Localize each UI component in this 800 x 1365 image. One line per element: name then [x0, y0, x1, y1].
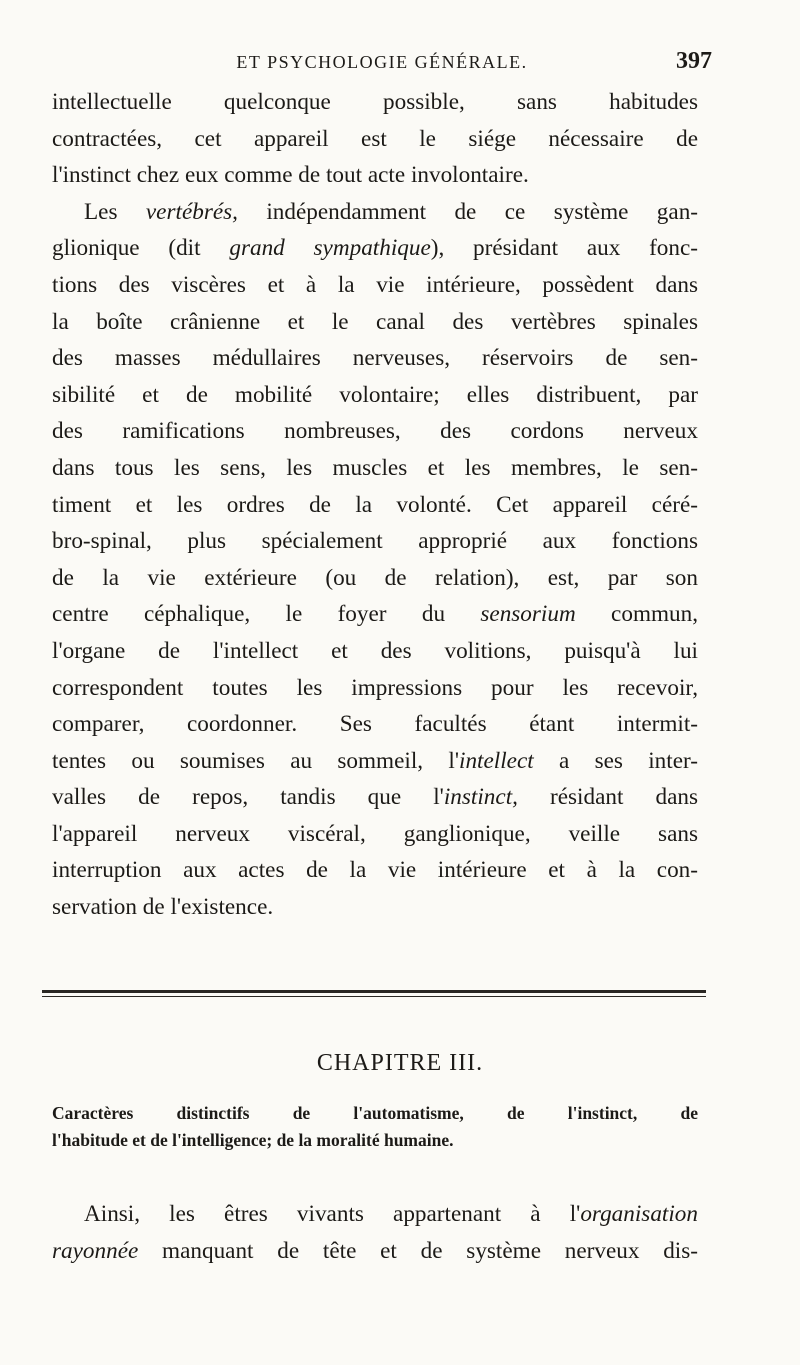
running-head — [52, 48, 712, 78]
text-line: des masses médullaires nerveuses, réservoirs de sen- — [52, 345, 698, 372]
text-line — [52, 230, 698, 267]
text-run: Les — [84, 198, 146, 225]
text-line: contractées, cet appareil est le siége nécessaire de — [52, 125, 698, 152]
chapter-subtitle — [52, 1100, 698, 1154]
text-line: sibilité et de mobilité volontaire; elles distribuent, par — [52, 381, 698, 408]
text-line — [52, 194, 698, 231]
text-line: des ramifications nombreuses, des cordons nerveux — [52, 418, 698, 445]
main-text — [52, 84, 698, 926]
text-line — [52, 743, 698, 780]
text-line: servation de l'existence. — [52, 894, 274, 921]
text-line: interruption aux actes de la vie intérieure et à la con- — [52, 857, 698, 884]
chapter-text — [52, 1196, 698, 1269]
text-line: intellectuelle quelconque possible, sans habitudes — [52, 89, 698, 115]
italic-term: organisation — [580, 1201, 698, 1227]
italic-term: grand sympathique — [229, 235, 431, 262]
text-line: de la vie extérieure (ou de relation), est, par son — [52, 564, 698, 591]
text-run: tentes ou soumises au sommeil, l' — [52, 747, 459, 774]
text-run: a ses inter- — [533, 747, 698, 774]
text-line — [52, 596, 698, 633]
text-run: valles de repos, tandis que l' — [52, 784, 444, 811]
text-line: l'appareil nerveux viscéral, ganglionique, veille sans — [52, 820, 698, 847]
section-divider — [42, 990, 706, 997]
divider-thick-rule — [42, 990, 706, 993]
text-run: résidant dans — [517, 784, 698, 811]
italic-term: vertébrés, — [145, 198, 238, 225]
chapter-title: CHAPITRE III. — [316, 1050, 484, 1076]
text-line: l'organe de l'intellect et des volitions, puisqu'à lui — [52, 637, 698, 664]
subtitle-line: l'habitude et de l'intelligence; de la moralité humaine. — [52, 1130, 454, 1150]
text-line — [52, 779, 698, 816]
page-number: 397 — [676, 48, 712, 74]
divider-thin-rule — [42, 996, 706, 997]
text-run: centre céphalique, le foyer du — [52, 601, 481, 628]
text-line: l'instinct chez eux comme de tout acte involontaire. — [52, 162, 529, 189]
text-line: bro-spinal, plus spécialement approprié aux fonctions — [52, 528, 698, 555]
italic-term: sensorium — [480, 601, 576, 628]
italic-term: intellect — [459, 747, 534, 774]
italic-term: rayonnée — [52, 1237, 139, 1264]
text-run: ), présidant aux fonc- — [430, 235, 699, 262]
text-line — [52, 1196, 698, 1233]
text-run: indépendamment de ce système gan- — [237, 198, 699, 225]
text-run: manquant de tête et de système nerveux dis- — [138, 1237, 698, 1264]
text-run: commun, — [575, 601, 698, 628]
running-head-title: ET PSYCHOLOGIE GÉNÉRALE. — [236, 52, 528, 72]
text-line: timent et les ordres de la volonté. Cet appareil céré- — [52, 491, 698, 518]
text-line: correspondent toutes les impressions pour les recevoir, — [52, 674, 698, 701]
text-line: la boîte crânienne et le canal des vertèbres spinales — [52, 308, 698, 335]
text-line — [52, 1233, 698, 1270]
text-run: Ainsi, les êtres vivants appartenant à l' — [84, 1201, 581, 1227]
text-line: dans tous les sens, les muscles et les membres, le sen- — [52, 454, 698, 481]
text-line: comparer, coordonner. Ses facultés étant intermit- — [52, 711, 698, 738]
subtitle-line: Caractères distinctifs de l'automatisme, de l'instinct, de — [52, 1103, 698, 1123]
text-run: glionique (dit — [52, 235, 230, 262]
italic-term: instinct, — [443, 784, 518, 811]
text-line: tions des viscères et à la vie intérieure, possèdent dans — [52, 271, 698, 298]
